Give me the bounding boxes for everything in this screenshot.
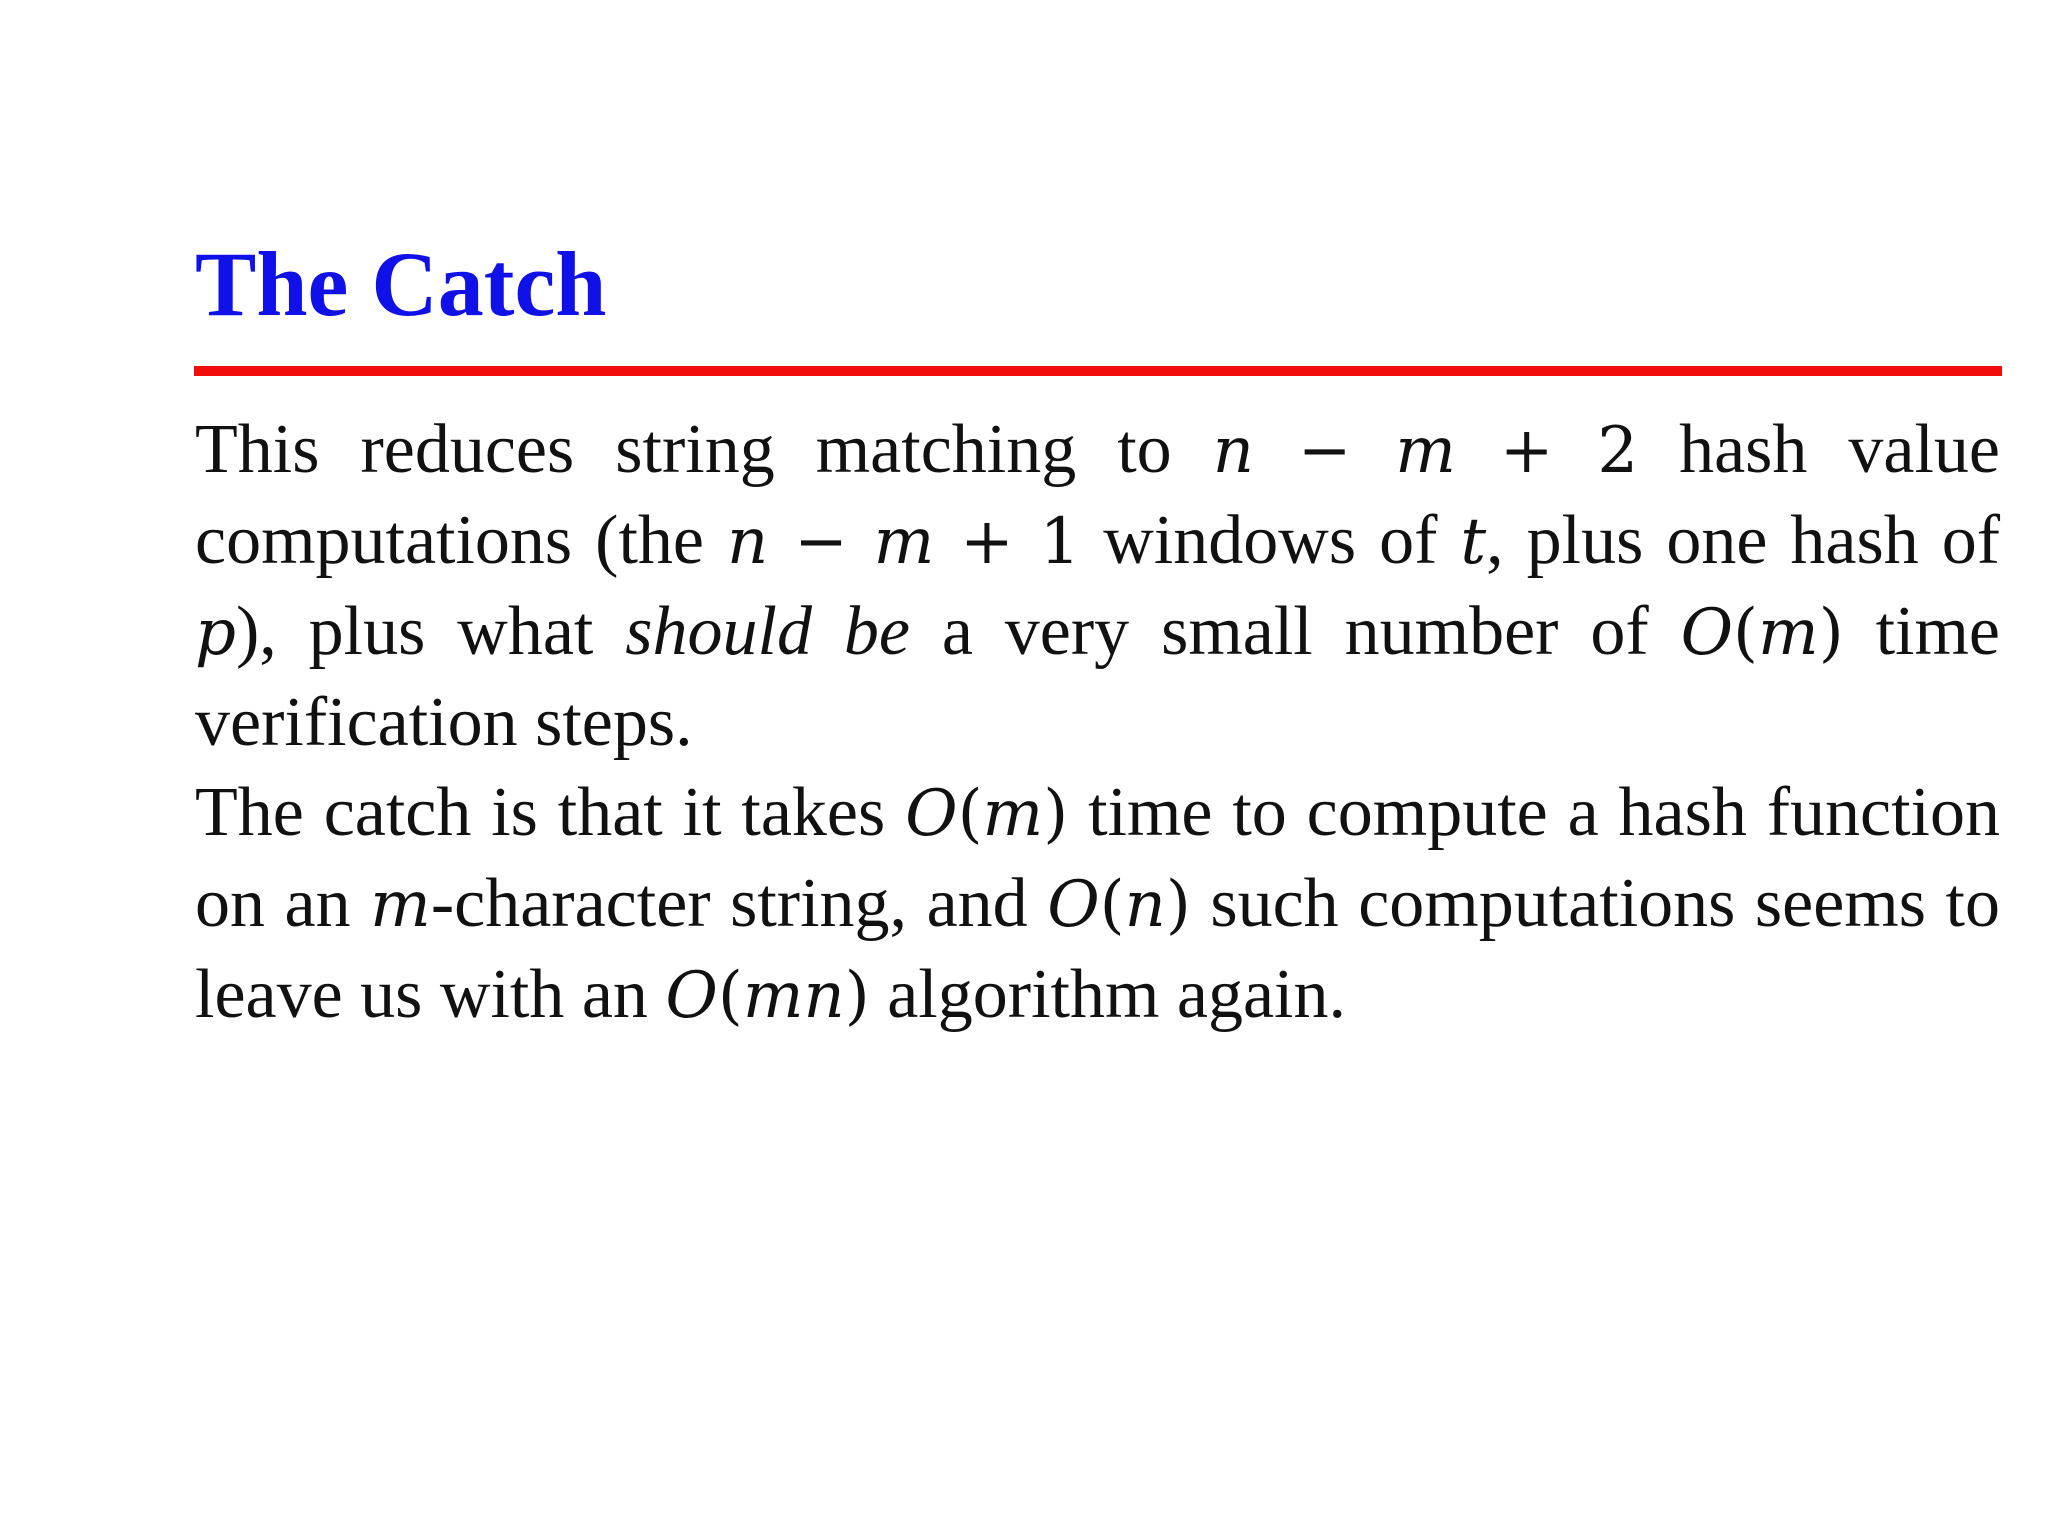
math-var-m: m xyxy=(370,868,431,942)
math-var-m: m xyxy=(1758,596,1819,670)
math-minus: − xyxy=(768,505,874,579)
math-paren-close: ) xyxy=(1165,868,1191,942)
math-big-o: O xyxy=(1680,596,1734,670)
text-run: a very small number of xyxy=(909,593,1681,670)
math-paren-close: ) xyxy=(1043,777,1069,851)
math-var-mn: mn xyxy=(742,959,845,1033)
math-var-n: n xyxy=(1212,414,1254,488)
math-var-t: t xyxy=(1460,505,1487,579)
text-run: such computations seems to leave us with an xyxy=(195,865,2000,1033)
slide-body xyxy=(195,405,2000,1041)
math-paren-open: ( xyxy=(957,777,983,851)
math-paren-close: ) xyxy=(844,959,870,1033)
math-paren-open: ( xyxy=(717,959,743,1033)
text-run: ), plus what xyxy=(235,593,626,670)
text-run: -character string, and xyxy=(430,865,1048,942)
math-plus-one: + 1 xyxy=(934,505,1081,579)
math-var-m: m xyxy=(982,777,1044,851)
text-run: This reduces string matching to xyxy=(195,411,1213,488)
text-run: time to compute a hash function on an xyxy=(195,774,2000,942)
text-run: The catch is that it takes xyxy=(195,774,906,851)
math-big-o: O xyxy=(1047,868,1100,942)
emphasis-should-be: should be xyxy=(625,593,910,670)
math-big-o: O xyxy=(905,777,958,851)
title-divider xyxy=(194,366,2002,376)
math-var-n: n xyxy=(1124,868,1166,942)
math-paren-open: ( xyxy=(1099,868,1125,942)
math-paren-close: ) xyxy=(1818,596,1844,670)
text-run: time verification steps. xyxy=(195,593,2000,761)
math-var-n: n xyxy=(727,505,769,579)
text-run: windows of xyxy=(1080,502,1461,579)
math-minus: − xyxy=(1253,414,1396,488)
paragraph-the-catch xyxy=(195,768,2000,1041)
text-run: , plus one hash of xyxy=(1486,502,2001,579)
math-big-o: O xyxy=(665,959,718,1033)
math-plus-two: + 2 xyxy=(1455,414,1639,488)
math-paren-open: ( xyxy=(1733,596,1759,670)
paragraph-hash-reduction xyxy=(195,405,2000,768)
slide-title: The Catch xyxy=(195,233,607,335)
math-var-m: m xyxy=(1395,414,1456,488)
text-run: hash value computations (the xyxy=(195,411,2000,579)
math-var-m: m xyxy=(873,505,935,579)
text-run: algorithm again. xyxy=(869,956,1346,1033)
math-var-p: p xyxy=(195,596,236,670)
